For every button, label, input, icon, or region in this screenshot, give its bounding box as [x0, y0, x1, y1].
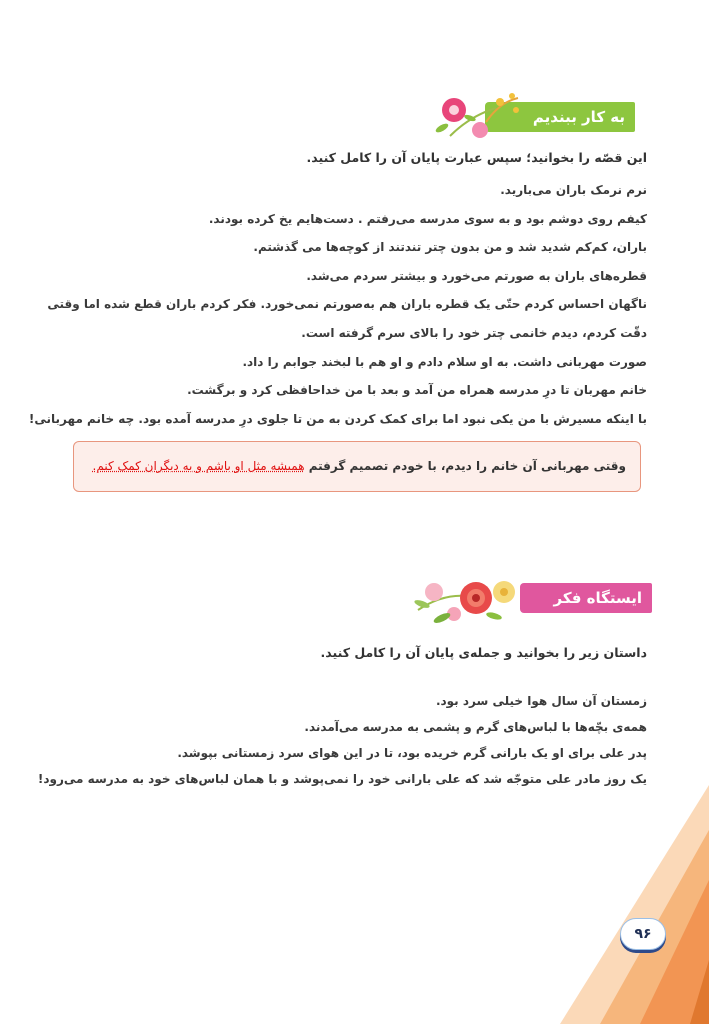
answer-line: [93, 442, 626, 490]
answer-prompt: وقتی مهربانی آن خانم را دیدم، با خودم تصمیم گرفتم: [308, 459, 626, 473]
story-line: یک روز مادر علی متوجّه شد که علی بارانی خود را نمی‌پوشد و با همان لباس‌های خود به مدرسه می‌رود!: [37, 772, 647, 786]
section1-instruction: این قصّه را بخوانید؛ سپس عبارت پایان آن را کامل کنید.: [306, 150, 647, 165]
story-line: همه‌ی بچّه‌ها با لباس‌های گرم و پشمی به مدرسه می‌آمدند.: [304, 720, 647, 734]
banner-title: به کار ببندیم: [532, 108, 625, 126]
story-line: باران، کم‌کم شدید شد و من بدون چتر تند‌تند از کوچه‌ها می گذشتم.: [253, 240, 647, 255]
story-line: با اینکه مسیرش با من یکی نبود اما برای کمک کردن به من تا جلوی درِ مدرسه آمده بود. چه خانم مهربانی!: [28, 411, 647, 426]
story-line: ناگهان احساس کردم حتّی یک قطره باران هم به‌صورتم نمی‌خورد. فکر کردم باران قطع شده اما وقتی: [47, 297, 647, 312]
section2-instruction: داستان زیر را بخوانید و جمله‌ی پایان آن را کامل کنید.: [320, 645, 647, 660]
story-line: قطره‌های باران به صورتم می‌خورد و بیشتر سردم می‌شد.: [306, 268, 647, 283]
story1-text: [28, 176, 647, 433]
story-line: زمستان آن سال هوا خیلی سرد بود.: [435, 694, 647, 708]
flower-decoration-icon: [430, 88, 526, 144]
story-line: خانم مهربان تا درِ مدرسه همراه من آمد و بعد با من خداحافظی کرد و برگشت.: [187, 383, 647, 398]
banner-title: ایستگاه فکر: [553, 589, 642, 607]
answer-box[interactable]: [73, 441, 641, 492]
story-line: کیفم روی دوشم بود و به سوی مدرسه می‌رفتم . دست‌هایم یخ کرده بودند.: [208, 211, 647, 226]
story-line: نرم نرمک باران می‌بارید.: [500, 183, 647, 197]
section-banner-think: [520, 583, 652, 613]
story-line: صورت مهربانی داشت. به او سلام دادم و او هم با لبخند جوابم را داد.: [242, 354, 647, 369]
story-line: پدر علی برای او یک بارانی گرم خریده بود، تا در این هوای سرد زمستانی بپوشد.: [177, 746, 647, 760]
flower-decoration-icon: [408, 570, 526, 628]
handwritten-answer[interactable]: همیشه مثل او باشم و به دیگران کمک کنم.: [92, 459, 305, 473]
page-number: ۹۶: [620, 918, 666, 950]
story2-text: [37, 688, 647, 792]
story-line: دقّت کردم، دیدم خانمی چتر خود را بالای سرم گرفته است.: [301, 325, 647, 340]
